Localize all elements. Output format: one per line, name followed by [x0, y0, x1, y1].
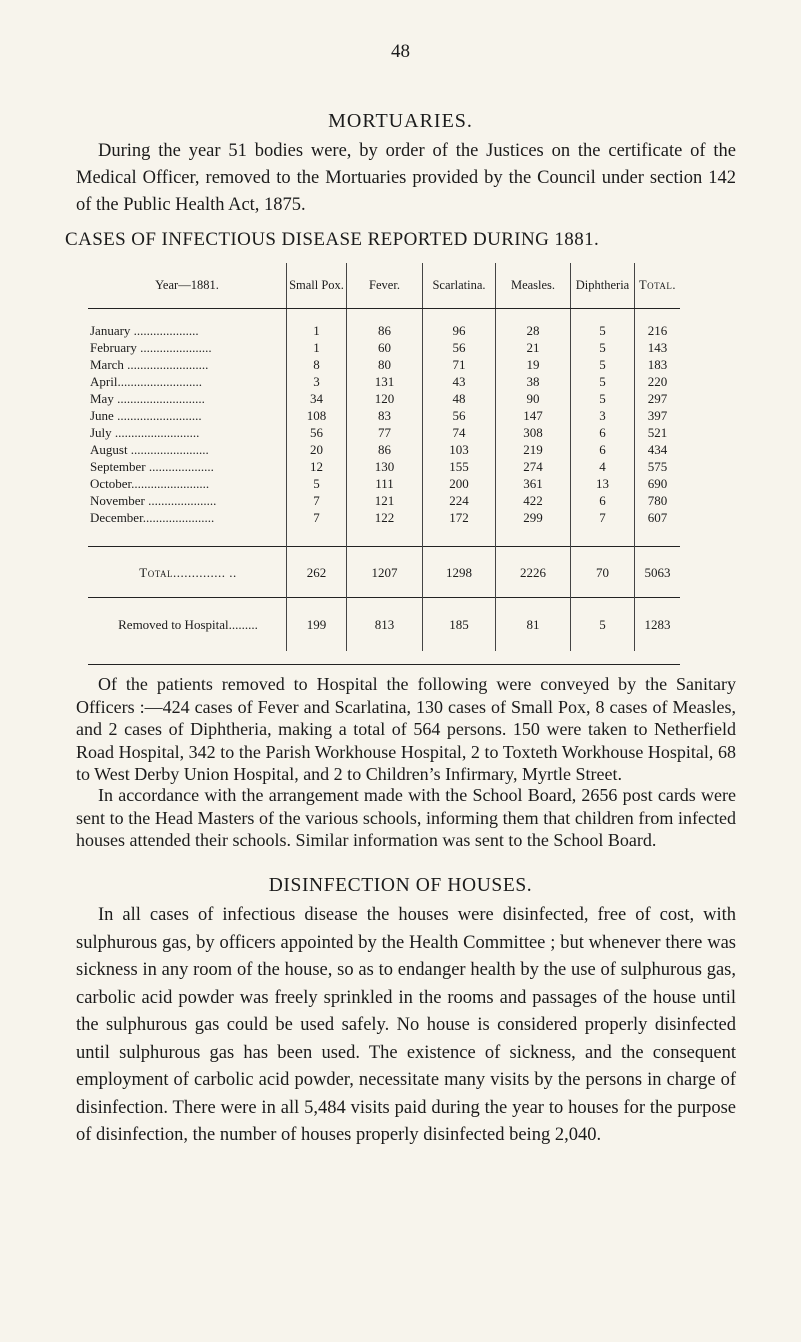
- cell-scarlatina: 172: [423, 509, 496, 526]
- cell-diphtheria: 5: [571, 598, 635, 652]
- cell-total: 297: [635, 390, 681, 407]
- cell-month: November .....................: [90, 493, 217, 508]
- infectious-disease-table: [88, 263, 680, 665]
- school-board-paragraph: [76, 784, 736, 852]
- cell-month: February ......................: [90, 340, 212, 355]
- cell-measles: 81: [496, 598, 571, 652]
- col-header-total: Total.: [635, 263, 681, 309]
- cell-small-pox: 3: [287, 373, 347, 390]
- cell-diphtheria: 5: [571, 373, 635, 390]
- cell-diphtheria: 6: [571, 441, 635, 458]
- cell-month: Removed to Hospital.........: [88, 598, 287, 652]
- table-row: [88, 373, 680, 390]
- cell-scarlatina: 48: [423, 390, 496, 407]
- cell-fever: 60: [347, 339, 423, 356]
- cell-total: 434: [635, 441, 681, 458]
- cell-diphtheria: 5: [571, 390, 635, 407]
- cell-diphtheria: 4: [571, 458, 635, 475]
- table-title: CASES OF INFECTIOUS DISEASE REPORTED DURING 1881.: [65, 229, 600, 250]
- cell-measles: 38: [496, 373, 571, 390]
- table-row: [88, 458, 680, 475]
- cell-measles: 274: [496, 458, 571, 475]
- school-board-text: In accordance with the arrangement made with the School Board, 2656 post cards were sent to the Head Masters of the various schools, informing them that children from infected houses attended their schools. Similar information was sent to the School Board.: [76, 785, 736, 850]
- cell-fever: 813: [347, 598, 423, 652]
- cell-month: August ........................: [90, 442, 209, 457]
- cell-total: 1283: [635, 598, 681, 652]
- patients-removed-text: Of the patients removed to Hospital the following were conveyed by the Sanitary Officers :—424 cases of Fever and Scarlatina, 130 cases of Small Pox, 8 cases of Measles, and 2 cases of Diphtheria, making a total of 564 persons. 150 were taken to Netherfield Road Hospital, 342 to the Parish Workhouse Hospital, 2 to Toxteth Workhouse Hospital, 68 to West Derby Union Hospital, and 2 to Children’s Infirmary, Myrtle Street.: [76, 674, 736, 784]
- cell-small-pox: 7: [287, 492, 347, 509]
- table-row: [88, 390, 680, 407]
- mortuaries-text: During the year 51 bodies were, by order of the Justices on the certificate of the Medical Officer, removed to the Mortuaries provided by the Council under section 142 of the Public Health Act, 1875.: [76, 141, 736, 215]
- cell-diphtheria: 5: [571, 339, 635, 356]
- cell-scarlatina: 103: [423, 441, 496, 458]
- col-header-small-pox: Small Pox.: [287, 263, 347, 309]
- cell-fever: 111: [347, 475, 423, 492]
- cell-diphtheria: 6: [571, 424, 635, 441]
- cell-small-pox: 1: [287, 322, 347, 339]
- cell-diphtheria: 5: [571, 322, 635, 339]
- cell-total: 5063: [635, 547, 681, 598]
- table-row: [88, 509, 680, 526]
- table-row: [88, 322, 680, 339]
- cell-measles: 308: [496, 424, 571, 441]
- table-body: [88, 309, 680, 652]
- cell-total: 575: [635, 458, 681, 475]
- cell-scarlatina: 56: [423, 407, 496, 424]
- cell-diphtheria: 5: [571, 356, 635, 373]
- cell-fever: 120: [347, 390, 423, 407]
- cell-fever: 131: [347, 373, 423, 390]
- cell-month: December......................: [90, 510, 215, 525]
- cell-measles: 299: [496, 509, 571, 526]
- cell-measles: 422: [496, 492, 571, 509]
- cell-small-pox: 7: [287, 509, 347, 526]
- cell-fever: 122: [347, 509, 423, 526]
- cell-month: April..........................: [90, 374, 202, 389]
- cell-small-pox: 108: [287, 407, 347, 424]
- cell-scarlatina: 96: [423, 322, 496, 339]
- cell-scarlatina: 1298: [423, 547, 496, 598]
- cell-scarlatina: 71: [423, 356, 496, 373]
- page-number: 48: [391, 41, 410, 62]
- cell-total: 143: [635, 339, 681, 356]
- cell-scarlatina: 224: [423, 492, 496, 509]
- table-header-row: [88, 263, 680, 309]
- cell-small-pox: 34: [287, 390, 347, 407]
- patients-removed-paragraph: [76, 673, 736, 786]
- cell-diphtheria: 13: [571, 475, 635, 492]
- cell-measles: 28: [496, 322, 571, 339]
- cell-scarlatina: 43: [423, 373, 496, 390]
- cell-diphtheria: 7: [571, 509, 635, 526]
- cell-total: 183: [635, 356, 681, 373]
- cell-scarlatina: 185: [423, 598, 496, 652]
- col-header-diphtheria: Diphtheria: [571, 263, 635, 309]
- cell-measles: 147: [496, 407, 571, 424]
- cell-diphtheria: 70: [571, 547, 635, 598]
- cell-fever: 86: [347, 322, 423, 339]
- table-row: [88, 339, 680, 356]
- cell-total: 690: [635, 475, 681, 492]
- cell-measles: 19: [496, 356, 571, 373]
- cell-fever: 80: [347, 356, 423, 373]
- mortuaries-paragraph: [76, 138, 736, 219]
- cell-measles: 90: [496, 390, 571, 407]
- cell-month: October........................: [90, 476, 210, 491]
- cell-month: July ..........................: [90, 425, 200, 440]
- cell-fever: 121: [347, 492, 423, 509]
- cell-scarlatina: 74: [423, 424, 496, 441]
- cell-month: May ...........................: [90, 391, 205, 406]
- cell-total: 607: [635, 509, 681, 526]
- cell-measles: 361: [496, 475, 571, 492]
- disinfection-heading: DISINFECTION OF HOUSES.: [268, 875, 533, 896]
- col-header-fever: Fever.: [347, 263, 423, 309]
- table-row: [88, 407, 680, 424]
- cell-scarlatina: 200: [423, 475, 496, 492]
- cell-measles: 219: [496, 441, 571, 458]
- table-row: [88, 475, 680, 492]
- cell-measles: 21: [496, 339, 571, 356]
- cell-total: 220: [635, 373, 681, 390]
- cell-diphtheria: 3: [571, 407, 635, 424]
- cell-diphtheria: 6: [571, 492, 635, 509]
- cell-small-pox: 5: [287, 475, 347, 492]
- col-header-scarlatina: Scarlatina.: [423, 263, 496, 309]
- cell-small-pox: 56: [287, 424, 347, 441]
- cell-month: September ....................: [90, 459, 214, 474]
- cell-month: June ..........................: [90, 408, 202, 423]
- cell-total: 780: [635, 492, 681, 509]
- table-total-row: [88, 547, 680, 598]
- cell-fever: 77: [347, 424, 423, 441]
- cell-scarlatina: 56: [423, 339, 496, 356]
- col-header-measles: Measles.: [496, 263, 571, 309]
- cell-scarlatina: 155: [423, 458, 496, 475]
- cell-small-pox: 12: [287, 458, 347, 475]
- col-header-year: Year—1881.: [88, 263, 287, 309]
- cell-small-pox: 262: [287, 547, 347, 598]
- cell-month: January ....................: [90, 323, 199, 338]
- cell-fever: 1207: [347, 547, 423, 598]
- cell-small-pox: 20: [287, 441, 347, 458]
- table-row: [88, 492, 680, 509]
- cell-total: 216: [635, 322, 681, 339]
- cell-month: Total.............. ..: [88, 547, 287, 598]
- cell-fever: 86: [347, 441, 423, 458]
- mortuaries-heading: MORTUARIES.: [328, 110, 473, 132]
- disinfection-paragraph: [76, 902, 736, 1150]
- cell-small-pox: 1: [287, 339, 347, 356]
- cell-total: 397: [635, 407, 681, 424]
- cell-fever: 130: [347, 458, 423, 475]
- cell-fever: 83: [347, 407, 423, 424]
- table-row: [88, 441, 680, 458]
- cell-month: March .........................: [90, 357, 209, 372]
- disinfection-text: In all cases of infectious disease the houses were disinfected, free of cost, with sulphurous gas, by officers appointed by the Health Committee ; but whenever there was sickness in any room of the house, so as to endanger health by the use of sulphurous gas, carbolic acid powder was freely sprinkled in the rooms and passages of the house until the sulphurous gas could be used safely. No house is considered properly disinfected until sulphurous gas has been used. The existence of sickness, and the consequent employment of carbolic acid powder, necessitate many visits by the persons in charge of disinfection. There were in all 5,484 visits paid during the year to houses for the purpose of disinfection, the number of houses properly disinfected being 2,040.: [76, 905, 736, 1145]
- table-row: [88, 424, 680, 441]
- cell-measles: 2226: [496, 547, 571, 598]
- table-removed-row: [88, 598, 680, 652]
- table-row: [88, 356, 680, 373]
- cell-total: 521: [635, 424, 681, 441]
- cell-small-pox: 199: [287, 598, 347, 652]
- cell-small-pox: 8: [287, 356, 347, 373]
